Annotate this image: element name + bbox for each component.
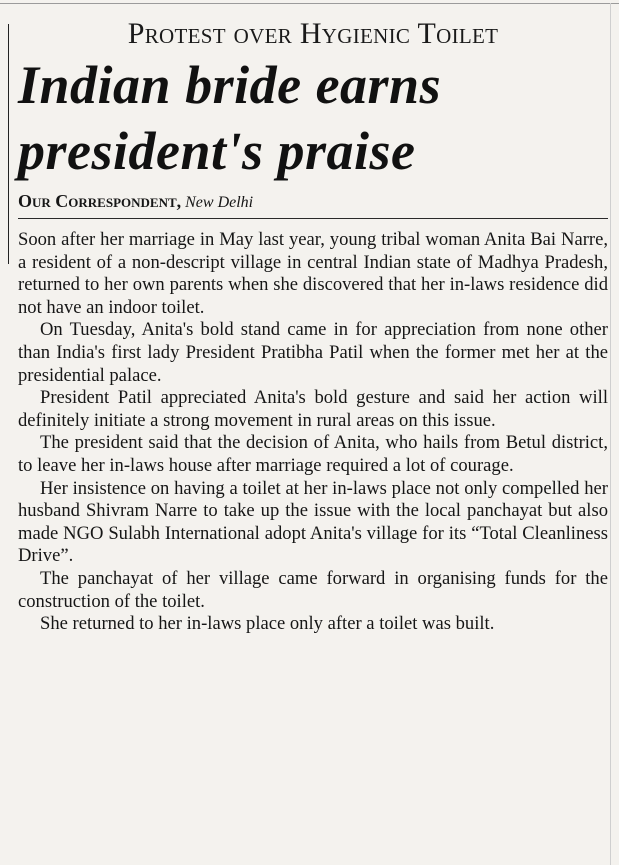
kicker-heading: Protest over Hygienic Toilet: [127, 17, 499, 50]
news-article: [18, 18, 608, 636]
paragraph: Her insistence on having a toilet at her in-laws place not only compelled her husband Shivram Narre to take up the issue with the local panchayat but also made NGO Sulabh International adopt Anita's village for its “Total Cleanliness Drive”.: [18, 477, 608, 567]
paragraph: The panchayat of her village came forward in organising funds for the construction of the toilet.: [18, 567, 608, 612]
paragraph: On Tuesday, Anita's bold stand came in for appreciation from none other than India's first lady President Pratibha Patil when the former met her at the presidential palace.: [18, 319, 608, 386]
paragraph: President Patil appreciated Anita's bold gesture and said her action will definitely initiate a strong movement in rural areas on this issue.: [18, 387, 608, 431]
article-body: [18, 229, 608, 636]
clipping-top-border: [0, 3, 619, 4]
byline-author: Our Correspondent,: [18, 191, 182, 211]
headline: [18, 52, 608, 184]
paragraph: She returned to her in-laws place only after a toilet was built.: [40, 613, 495, 635]
headline-line-1: Indian bride earns: [18, 55, 442, 115]
paragraph: Soon after her marriage in May last year, young tribal woman Anita Bai Narre, a resident of a non-descript village in central Indian state of Madhya Pradesh, returned to her own parents when she discovered that her in-laws residence did not have an indoor toilet.: [18, 229, 608, 318]
headline-line-2: president's praise: [18, 121, 416, 181]
clipping-right-border: [610, 3, 611, 865]
byline: [18, 190, 608, 219]
column-rule: [8, 24, 9, 264]
byline-location: New Delhi: [185, 194, 254, 211]
paragraph: The president said that the decision of Anita, who hails from Betul district, to leave her in-laws house after marriage required a lot of courage.: [18, 432, 608, 476]
